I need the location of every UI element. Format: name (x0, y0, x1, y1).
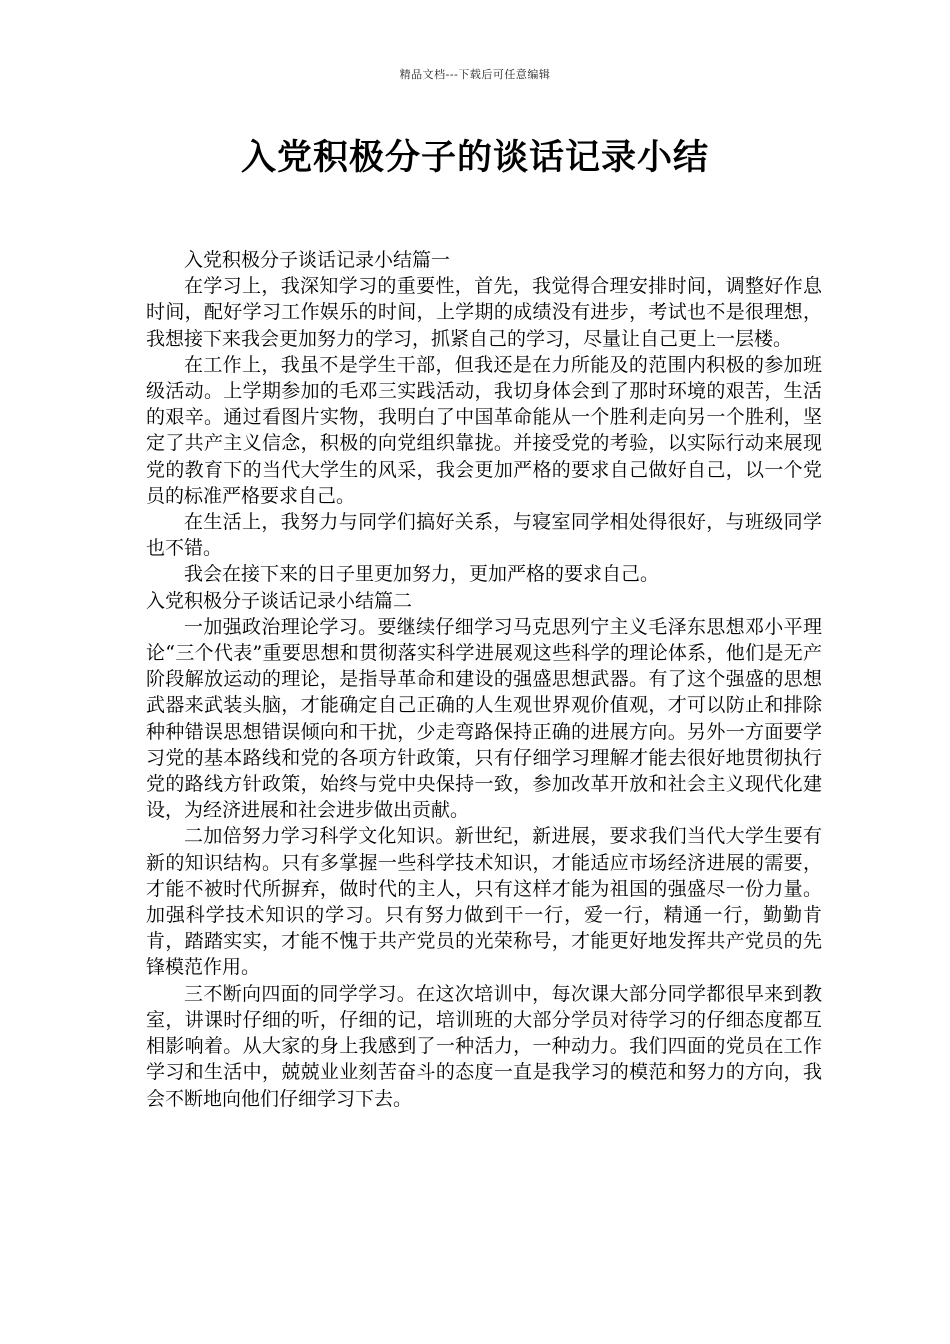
paragraph-political-theory: 一加强政治理论学习。要继续仔细学习马克思列宁主义毛泽东思想邓小平理论“三个代表”重要思想和贯彻落实科学进展观这些科学的理论体系，他们是无产阶段解放运动的理论，是指导革命和建设的强盛思想武器。有了这个强盛的思想武器来武装头脑，才能确定自己正确的人生观世界观价值观，才可以防止和排除种种错误思想错误倾向和干扰，少走弯路保持正确的进展方向。另外一方面要学习党的基本路线和党的各项方针政策，只有仔细学习理解才能去很好地贯彻执行党的路线方针政策，始终与党中央保持一致，参加改革开放和社会主义现代化建设，为经济进展和社会进步做出贡献。 (146, 615, 822, 822)
paragraph-learn-from-peers: 三不断向四面的同学学习。在这次培训中，每次课大部分同学都很早来到教室，讲课时仔细的听，仔细的记，培训班的大部分学员对待学习的仔细态度都互相影响着。从大家的身上我感到了一种活力，一种动力。我们四面的党员在工作学习和生活中，兢兢业业刻苦奋斗的态度一直是我学习的模范和努力的方向，我会不断地向他们仔细学习下去。 (146, 982, 822, 1110)
section-heading-1: 入党积极分子谈话记录小结篇一 (184, 249, 451, 271)
paragraph-science-knowledge: 二加倍努力学习科学文化知识。新世纪，新进展，要求我们当代大学生要有新的知识结构。只有多掌握一些科学技术知识，才能适应市场经济进展的需要，才能不被时代所摒弃，做时代的主人，只有这样才能为祖国的强盛尽一份力量。加强科学技术知识的学习。只有努力做到干一行，爱一行，精通一行，勤勤肯肯，踏踏实实，才能不愧于共产党员的光荣称号，才能更好地发挥共产党员的先锋模范作用。 (146, 825, 822, 979)
paragraph-study: 在学习上，我深知学习的重要性，首先，我觉得合理安排时间，调整好作息时间，配好学习工作娱乐的时间，上学期的成绩没有进步，考试也不是很理想，我想接下来我会更加努力的学习，抓紧自己的学习，尽量让自己更上一层楼。 (146, 275, 822, 350)
paragraph-life: 在生活上，我努力与同学们搞好关系，与寝室同学相处得很好，与班级同学也不错。 (146, 511, 822, 560)
header-note: 精品文档---下载后可任意编辑 (399, 68, 551, 81)
document-title: 入党积极分子的谈话记录小结 (240, 138, 709, 178)
paragraph-work: 在工作上，我虽不是学生干部，但我还是在力所能及的范围内积极的参加班级活动。上学期参加的毛邓三实践活动，我切身体会到了那时环境的艰苦，生活的艰辛。通过看图片实物，我明白了中国革命能从一个胜利走向另一个胜利，坚定了共产主义信念，积极的向党组织靠拢。并接受党的考验，以实际行动来展现党的教育下的当代大学生的风采，我会更加严格的要求自己做好自己，以一个党员的标准严格要求自己。 (146, 353, 822, 507)
document-body (146, 247, 822, 1112)
paragraph-resolution: 我会在接下来的日子里更加努力，更加严格的要求自己。 (184, 563, 660, 586)
section-heading-2: 入党积极分子谈话记录小结篇二 (146, 589, 413, 612)
